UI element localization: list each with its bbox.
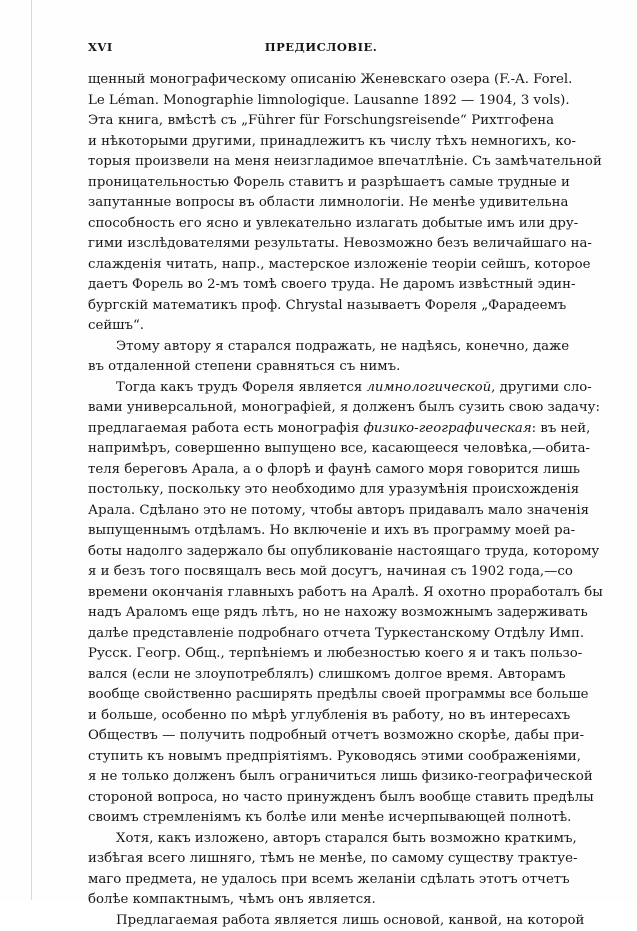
text-fragment: : въ ней,: [532, 421, 591, 436]
text-line: и больше, особенно по мѣрѣ углубленія въ работу, но въ интересахъ: [88, 706, 554, 727]
text-line: ступить къ новымъ предпріятіямъ. Руководясь этими соображеніями,: [88, 747, 554, 768]
page-header: [88, 36, 554, 56]
text-line: Эта книга, вмѣстѣ съ „Führer für Forschungsreisende“ Рихтгофена: [88, 111, 554, 132]
text-line: времени окончанія главныхъ работъ на Аралѣ. Я охотно проработалъ бы: [88, 583, 554, 604]
text-line: далѣе представленіе подробнаго отчета Туркестанскому Отдѣлу Имп.: [88, 624, 554, 645]
text-fragment: Тогда какъ трудъ Фореля является: [116, 380, 366, 395]
text-line: избѣгая всего лишняго, тѣмъ не менѣе, по самому существу трактуе-: [88, 849, 554, 870]
text-line: проницательностью Форель ставитъ и разрѣшаетъ самые трудные и: [88, 173, 554, 194]
text-line: Обществъ — получить подробный отчетъ возможно скорѣе, дабы при-: [88, 726, 554, 747]
italic-term: физико-географическая: [363, 421, 531, 436]
page-number: XVI: [88, 40, 113, 54]
text-fragment: предлагаемая работа есть монографія: [88, 421, 363, 436]
text-line: стороной вопроса, но часто принужденъ былъ вообще ставить предѣлы: [88, 788, 554, 809]
text-line: Хотя, какъ изложено, авторъ старался быть возможно краткимъ,: [88, 829, 554, 850]
text-line: даетъ Форель во 2-мъ томѣ своего труда. Не даромъ извѣстный эдин-: [88, 275, 554, 296]
text-line: Предлагаемая работа является лишь основой, канвой, на которой: [88, 911, 554, 931]
text-line: [88, 378, 554, 399]
running-title: ПРЕДИСЛОВІЕ.: [88, 40, 554, 54]
italic-term: лимнологической: [366, 380, 491, 395]
text-line: и нѣкоторыми другими, принадлежитъ къ числу тѣхъ немногихъ, ко-: [88, 132, 554, 153]
text-line: маго предмета, не удалось при всемъ желаніи сдѣлать этотъ отчетъ: [88, 870, 554, 891]
text-line: бургскій математикъ проф. Chrystal называетъ Фореля „Фарадеемъ: [88, 296, 554, 317]
text-line: своимъ стремленіямъ къ болѣе или менѣе исчерпывающей полнотѣ.: [88, 808, 554, 829]
text-line: напримѣръ, совершенно выпущено все, касающееся человѣка,—обита-: [88, 439, 554, 460]
body-text: [88, 70, 554, 931]
text-line: торыя произвели на меня неизгладимое впечатлѣніе. Съ замѣчательной: [88, 152, 554, 173]
text-line: вами универсальной, монографіей, я долженъ былъ сузить свою задачу:: [88, 398, 554, 419]
text-line: щенный монографическому описанію Женевскаго озера (F.-A. Forel.: [88, 70, 554, 91]
text-line: надъ Араломъ еще рядъ лѣтъ, но не нахожу возможнымъ задерживать: [88, 603, 554, 624]
text-line: сейшъ“.: [88, 316, 554, 337]
text-line: слажденія читать, напр., мастерское изложеніе теоріи сейшъ, которое: [88, 255, 554, 276]
text-line: выпущеннымъ отдѣламъ. Но включеніе и ихъ въ программу моей ра-: [88, 521, 554, 542]
text-fragment: , другими сло-: [491, 380, 592, 395]
text-line: Le Léman. Monographie limnologique. Lausanne 1892 — 1904, 3 vols).: [88, 91, 554, 112]
text-line: вообще свойственно расширять предѣлы своей программы все больше: [88, 685, 554, 706]
text-line: болѣе компактнымъ, чѣмъ онъ является.: [88, 890, 554, 911]
text-line: Русск. Геогр. Общ., терпѣніемъ и любезностью коего я и такъ пользо-: [88, 644, 554, 665]
text-line: гими изслѣдователями результаты. Невозможно безъ величайшаго на-: [88, 234, 554, 255]
scan-margin-line: [31, 0, 32, 900]
text-line: [88, 419, 554, 440]
text-line: Арала. Сдѣлано это не потому, чтобы авторъ придавалъ мало значенія: [88, 501, 554, 522]
text-line: теля береговъ Арала, а о флорѣ и фаунѣ самого моря говорится лишь: [88, 460, 554, 481]
text-line: боты надолго задержало бы опубликованіе настоящаго труда, которому: [88, 542, 554, 563]
text-line: въ отдаленной степени сравняться съ нимъ.: [88, 357, 554, 378]
text-line: запутанные вопросы въ области лимнологіи. Не менѣе удивительна: [88, 193, 554, 214]
text-line: Этому автору я старался подражать, не надѣясь, конечно, даже: [88, 337, 554, 358]
text-line: способность его ясно и увлекательно излагать добытые имъ или дру-: [88, 214, 554, 235]
text-line: вался (если не злоупотреблялъ) слишкомъ долгое время. Авторамъ: [88, 665, 554, 686]
text-line: постольку, поскольку это необходимо для уразумѣнія происхожденія: [88, 480, 554, 501]
text-line: я и безъ того посвящалъ весь мой досугъ, начиная съ 1902 года,—со: [88, 562, 554, 583]
text-line: я не только долженъ былъ ограничиться лишь физико-географической: [88, 767, 554, 788]
